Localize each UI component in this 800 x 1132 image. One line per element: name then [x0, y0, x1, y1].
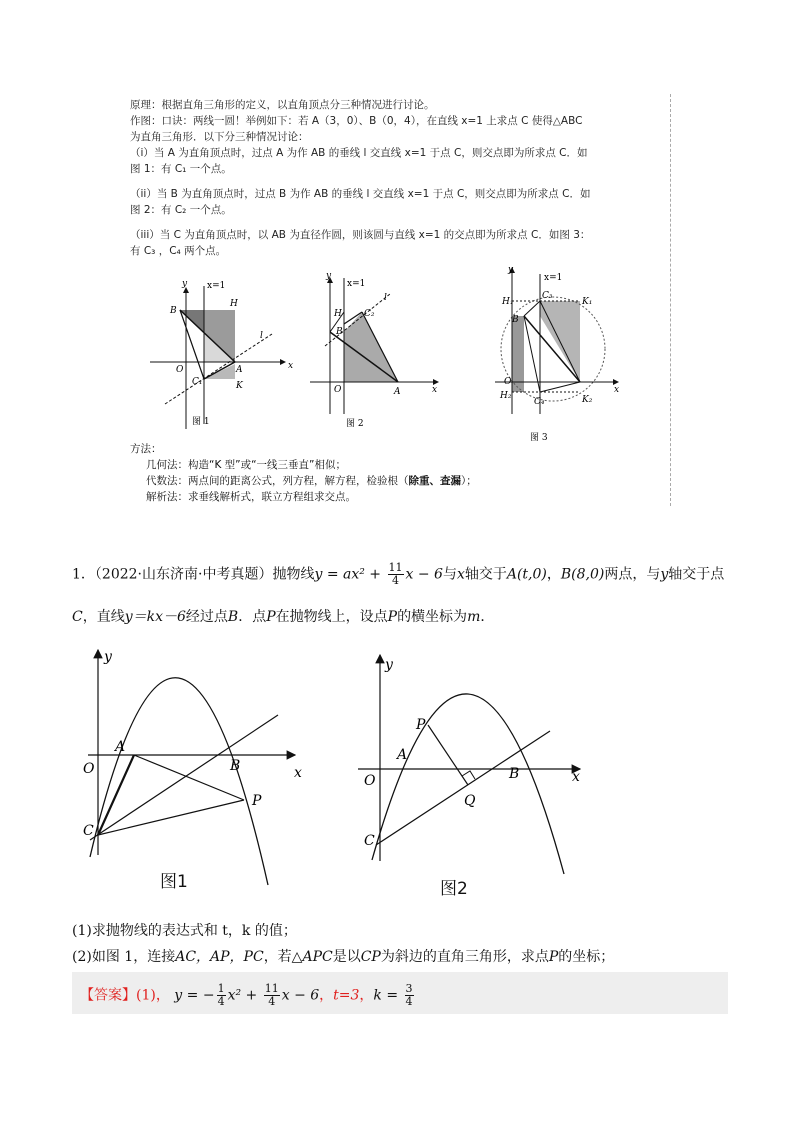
notes-line-case1-b: 图 1：有 C₁ 一个点。: [130, 163, 232, 175]
big-fig1-O-label: O: [83, 761, 95, 777]
question-1: (1)求抛物线的表达式和 t，k 的值；: [72, 923, 297, 939]
fig3-x1-label: x=1: [544, 273, 563, 283]
fig2-shade: [344, 312, 398, 382]
figure-3: [495, 265, 619, 443]
notes-line-case2: （ii）当 B 为直角顶点时，过点 B 为作 AB 的垂线 l 交直线 x=1 于点 C，则交点即为所求点 C．如: [130, 188, 591, 200]
fig1-line-CB: [90, 715, 278, 840]
method-geometry: 几何法：构造“K 型”或“一线三垂直”相似；: [146, 459, 346, 471]
fig1-x1-label: x=1: [207, 281, 226, 291]
fig3-K1-label: K₁: [582, 297, 593, 307]
question-2: (2)如图 1，连接AC，AP，PC，若△APC是以CP为斜边的直角三角形，求点P的坐标；: [72, 949, 615, 965]
problem-line-2: C，直线y＝kx－6经过点B．点P在抛物线上，设点P的横坐标为m．: [72, 609, 495, 625]
fig2-O-label: O: [334, 385, 342, 395]
big-fig1-y-label: y: [104, 649, 112, 665]
fig2-H-label: H: [334, 309, 342, 319]
big-fig1-C-label: C: [83, 823, 94, 839]
methods-list: [130, 441, 477, 505]
fig2-A-label: A: [394, 387, 401, 397]
problem-line-1: 1．（2022·山东济南·中考真题）抛物线y = ax² + $\frac{11}{4}$ x − 6与x轴交于A(t,0)，B(8,0)两点，与y轴交于点: [72, 561, 725, 587]
big-fig1-B-label: B: [230, 758, 241, 774]
big-figure-2: [358, 655, 580, 874]
big-fig2-caption: 图2: [440, 879, 468, 899]
methods-title: 方法：: [130, 443, 162, 455]
answer-box: 【答案】(1)， y = − $\frac{1}{4}$ x² + $\frac{11}{4}$ x − 6，t=3，k = $\frac{3}{4}$: [72, 972, 728, 1014]
fig3-H1-label: H₁: [502, 297, 514, 307]
fig2-caption: 图 2: [346, 419, 364, 429]
method-algebra: 代数法：两点间的距离公式，列方程，解方程，检验根（除重、查漏）；: [146, 475, 477, 487]
frac-11-4: $\frac{11}{4}$: [388, 561, 403, 587]
notes-line-case1: （i）当 A 为直角顶点时，过点 A 为作 AB 的垂线 l 交直线 x=1 于点 C，则交点即为所求点 C．如: [130, 147, 588, 159]
fig1-O-label: O: [176, 365, 184, 375]
big-fig2-P-label: P: [416, 717, 426, 733]
fig3-shade-left: [512, 316, 524, 392]
fig1-x-label: x: [288, 361, 294, 371]
method-analytic: 解析法：求垂线解析式，联立方程组求交点。: [146, 491, 356, 503]
big-fig2-C-label: C: [364, 833, 375, 849]
fig1-y-label: y: [182, 279, 188, 289]
fig3-B-label: B: [512, 315, 519, 325]
big-fig1-P-label: P: [252, 793, 262, 809]
answer-part: (1)，: [136, 987, 170, 1004]
fig3-C3-label: C₃: [542, 291, 553, 301]
fig3-C4-label: C₄: [534, 397, 545, 407]
fig2-l-label: l: [384, 293, 387, 303]
fig3-x-label: x: [614, 385, 620, 395]
fig1-B-label: B: [170, 306, 177, 316]
fig1-K-label: K: [236, 381, 243, 391]
notes-line-construct-2: 为直角三角形．以下分三种情况讨论：: [130, 131, 309, 143]
notes-line-case2-b: 图 2：有 C₂ 一个点。: [130, 204, 232, 216]
fig2-B-label: B: [336, 327, 343, 337]
answer-tag: 【答案】: [80, 987, 136, 1004]
fig3-K2-label: K₂: [582, 395, 593, 405]
big-fig2-x-label: x: [572, 769, 580, 785]
big-fig1-x-label: x: [294, 765, 302, 781]
big-fig1-caption: 图1: [160, 872, 188, 892]
fig2-y-label: y: [326, 271, 332, 281]
fig2-x-label: x: [432, 385, 438, 395]
fig3-caption: 图 3: [530, 433, 548, 443]
fig1-H-label: H: [230, 299, 238, 309]
fig3-H2-label: H₂: [500, 391, 512, 401]
notes-line-case3-b: 有 C₃ ，C₄ 两个点。: [130, 245, 227, 257]
big-fig1-A-label: A: [115, 739, 126, 755]
fig1-shade-right: [204, 310, 235, 362]
answer-t: t=3: [333, 987, 360, 1004]
big-fig2-Q-label: Q: [464, 793, 476, 809]
notes-line-case3: （iii）当 C 为直角顶点时，以 AB 为直径作圆，则该圆与直线 x=1 的交点即为所求点 C．如图 3：: [130, 229, 591, 241]
fig2-C2-label: C₂: [364, 309, 375, 319]
big-fig2-y-label: y: [385, 657, 393, 673]
big-figure-1: [83, 649, 302, 885]
fig1-C1-label: C₁: [192, 377, 203, 387]
big-fig2-O-label: O: [364, 773, 376, 789]
notes-line-construct: 作图：口诀：两线一圆！举例如下：若 A（3，0）、B（0，4），在直线 x=1 上求点 C 使得△ABC: [130, 115, 583, 127]
fig1-caption: 图 1: [192, 417, 210, 427]
fig3-y-label: y: [508, 265, 514, 275]
big-figures: [80, 645, 620, 895]
small-figures: [140, 264, 650, 444]
big-fig2-B-label: B: [509, 766, 520, 782]
figure-2: [310, 271, 438, 429]
fig2-x1-label: x=1: [347, 279, 366, 289]
fig1-l-label: l: [260, 331, 263, 341]
fig3-O-label: O: [504, 377, 512, 387]
notes-line-principle: 原理：根据直角三角形的定义，以直角顶点分三种情况进行讨论。: [130, 99, 435, 111]
big-fig2-A-label: A: [397, 747, 408, 763]
fig1-A-label: A: [236, 365, 243, 375]
figure-1: [150, 279, 293, 429]
